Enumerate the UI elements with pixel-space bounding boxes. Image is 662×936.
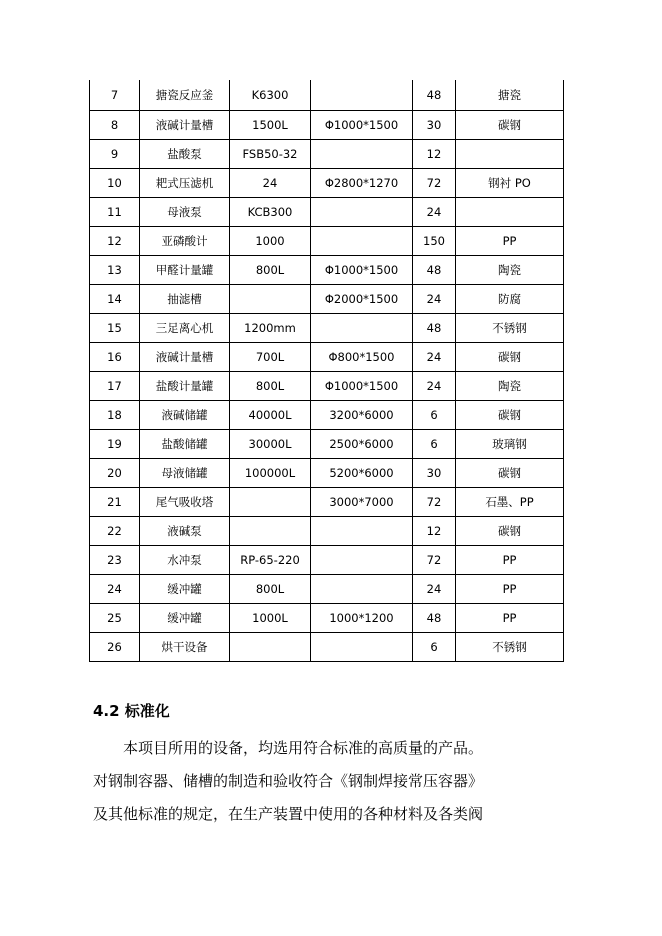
cell-material: 陶瓷	[456, 372, 564, 401]
cell-equipment-name: 液碱泵	[140, 517, 230, 546]
cell-model-spec: 800L	[230, 575, 311, 604]
cell-dimensions	[311, 198, 413, 227]
cell-equipment-name: 母液储罐	[140, 459, 230, 488]
cell-quantity: 48	[413, 314, 456, 343]
cell-equipment-name: 液碱计量槽	[140, 343, 230, 372]
cell-number: 19	[90, 430, 140, 459]
equipment-table-body	[90, 80, 564, 662]
cell-material: 陶瓷	[456, 256, 564, 285]
cell-model-spec: 24	[230, 169, 311, 198]
cell-model-spec	[230, 285, 311, 314]
cell-number: 24	[90, 575, 140, 604]
cell-quantity: 24	[413, 285, 456, 314]
cell-equipment-name: 盐酸储罐	[140, 430, 230, 459]
cell-dimensions: Φ1000*1500	[311, 372, 413, 401]
cell-dimensions	[311, 140, 413, 169]
cell-dimensions: Φ2000*1500	[311, 285, 413, 314]
cell-material: 碳钢	[456, 401, 564, 430]
cell-number: 16	[90, 343, 140, 372]
cell-dimensions: Φ800*1500	[311, 343, 413, 372]
cell-model-spec	[230, 633, 311, 662]
table-row	[90, 430, 564, 459]
cell-model-spec: 1500L	[230, 111, 311, 140]
cell-quantity: 48	[413, 256, 456, 285]
cell-dimensions	[311, 227, 413, 256]
cell-material: 碳钢	[456, 459, 564, 488]
cell-equipment-name: 亚磷酸计	[140, 227, 230, 256]
cell-number: 20	[90, 459, 140, 488]
cell-material: 玻璃钢	[456, 430, 564, 459]
cell-equipment-name: 母液泵	[140, 198, 230, 227]
cell-material: PP	[456, 604, 564, 633]
cell-quantity: 12	[413, 140, 456, 169]
cell-equipment-name: 耙式压滤机	[140, 169, 230, 198]
cell-material	[456, 198, 564, 227]
cell-material	[456, 140, 564, 169]
cell-model-spec: 800L	[230, 256, 311, 285]
cell-dimensions: 3200*6000	[311, 401, 413, 430]
cell-number: 14	[90, 285, 140, 314]
cell-quantity: 72	[413, 488, 456, 517]
cell-equipment-name: 液碱储罐	[140, 401, 230, 430]
cell-equipment-name: 水冲泵	[140, 546, 230, 575]
cell-equipment-name: 缓冲罐	[140, 604, 230, 633]
cell-model-spec: K6300	[230, 80, 311, 111]
table-row	[90, 256, 564, 285]
cell-dimensions: 1000*1200	[311, 604, 413, 633]
cell-material: 碳钢	[456, 111, 564, 140]
cell-number: 22	[90, 517, 140, 546]
cell-number: 12	[90, 227, 140, 256]
equipment-table	[89, 80, 564, 662]
cell-number: 10	[90, 169, 140, 198]
cell-number: 13	[90, 256, 140, 285]
table-row	[90, 401, 564, 430]
cell-model-spec: 40000L	[230, 401, 311, 430]
cell-material: 防腐	[456, 285, 564, 314]
cell-number: 23	[90, 546, 140, 575]
cell-dimensions: 2500*6000	[311, 430, 413, 459]
cell-equipment-name: 盐酸泵	[140, 140, 230, 169]
table-row	[90, 169, 564, 198]
cell-material: PP	[456, 546, 564, 575]
paragraph-line: 及其他标准的规定，在生产装置中使用的各种材料及各类阀	[93, 805, 484, 823]
table-row	[90, 80, 564, 111]
cell-number: 21	[90, 488, 140, 517]
cell-quantity: 72	[413, 546, 456, 575]
cell-quantity: 6	[413, 430, 456, 459]
cell-material: 不锈钢	[456, 633, 564, 662]
cell-quantity: 48	[413, 80, 456, 111]
cell-model-spec	[230, 517, 311, 546]
cell-model-spec: RP-65-220	[230, 546, 311, 575]
table-row	[90, 198, 564, 227]
cell-model-spec: KCB300	[230, 198, 311, 227]
cell-equipment-name: 三足离心机	[140, 314, 230, 343]
cell-quantity: 24	[413, 575, 456, 604]
cell-model-spec	[230, 488, 311, 517]
table-row	[90, 459, 564, 488]
table-row	[90, 111, 564, 140]
table-row	[90, 314, 564, 343]
cell-material: 石墨、PP	[456, 488, 564, 517]
cell-material: PP	[456, 575, 564, 604]
table-row	[90, 227, 564, 256]
cell-quantity: 150	[413, 227, 456, 256]
cell-model-spec: 100000L	[230, 459, 311, 488]
table-row	[90, 633, 564, 662]
table-row	[90, 372, 564, 401]
cell-quantity: 6	[413, 401, 456, 430]
cell-quantity: 48	[413, 604, 456, 633]
table-row	[90, 517, 564, 546]
cell-number: 9	[90, 140, 140, 169]
cell-quantity: 24	[413, 343, 456, 372]
cell-model-spec: FSB50-32	[230, 140, 311, 169]
table-row	[90, 285, 564, 314]
cell-quantity: 24	[413, 372, 456, 401]
cell-quantity: 12	[413, 517, 456, 546]
cell-model-spec: 800L	[230, 372, 311, 401]
cell-equipment-name: 甲醛计量罐	[140, 256, 230, 285]
cell-quantity: 6	[413, 633, 456, 662]
cell-quantity: 30	[413, 459, 456, 488]
cell-material: PP	[456, 227, 564, 256]
cell-dimensions: Φ1000*1500	[311, 256, 413, 285]
section-title: 4.2 标准化	[93, 702, 170, 720]
cell-model-spec: 1200mm	[230, 314, 311, 343]
table-row	[90, 604, 564, 633]
cell-dimensions: Φ2800*1270	[311, 169, 413, 198]
table-row	[90, 575, 564, 604]
paragraph-line: 本项目所用的设备，均选用符合标准的高质量的产品。	[123, 739, 484, 757]
cell-material: 碳钢	[456, 343, 564, 372]
cell-number: 18	[90, 401, 140, 430]
cell-dimensions: 3000*7000	[311, 488, 413, 517]
cell-material: 搪瓷	[456, 80, 564, 111]
paragraph-line: 对钢制容器、储槽的制造和验收符合《钢制焊接常压容器》	[93, 772, 484, 790]
cell-dimensions	[311, 546, 413, 575]
cell-number: 25	[90, 604, 140, 633]
cell-equipment-name: 搪瓷反应釜	[140, 80, 230, 111]
section-paragraph	[93, 732, 545, 831]
cell-equipment-name: 烘干设备	[140, 633, 230, 662]
cell-dimensions	[311, 80, 413, 111]
cell-equipment-name: 缓冲罐	[140, 575, 230, 604]
cell-equipment-name: 尾气吸收塔	[140, 488, 230, 517]
cell-dimensions	[311, 314, 413, 343]
cell-number: 11	[90, 198, 140, 227]
cell-model-spec: 700L	[230, 343, 311, 372]
cell-model-spec: 1000	[230, 227, 311, 256]
cell-equipment-name: 抽滤槽	[140, 285, 230, 314]
cell-dimensions	[311, 517, 413, 546]
cell-dimensions	[311, 575, 413, 604]
table-row	[90, 546, 564, 575]
cell-number: 26	[90, 633, 140, 662]
table-row	[90, 488, 564, 517]
cell-quantity: 30	[413, 111, 456, 140]
cell-number: 17	[90, 372, 140, 401]
table-row	[90, 140, 564, 169]
cell-material: 不锈钢	[456, 314, 564, 343]
cell-number: 15	[90, 314, 140, 343]
cell-number: 7	[90, 80, 140, 111]
cell-model-spec: 30000L	[230, 430, 311, 459]
cell-dimensions: Φ1000*1500	[311, 111, 413, 140]
cell-number: 8	[90, 111, 140, 140]
cell-quantity: 72	[413, 169, 456, 198]
cell-dimensions: 5200*6000	[311, 459, 413, 488]
cell-material: 碳钢	[456, 517, 564, 546]
cell-equipment-name: 盐酸计量罐	[140, 372, 230, 401]
cell-material: 钢衬 PO	[456, 169, 564, 198]
cell-quantity: 24	[413, 198, 456, 227]
cell-equipment-name: 液碱计量槽	[140, 111, 230, 140]
cell-model-spec: 1000L	[230, 604, 311, 633]
cell-dimensions	[311, 633, 413, 662]
table-row	[90, 343, 564, 372]
